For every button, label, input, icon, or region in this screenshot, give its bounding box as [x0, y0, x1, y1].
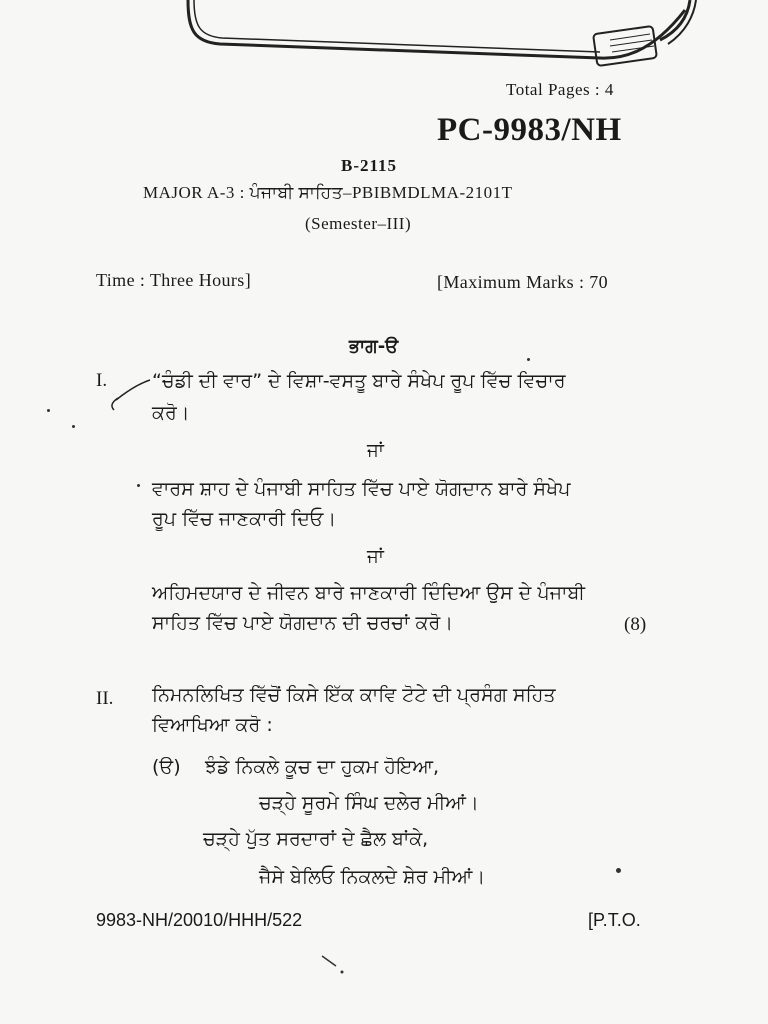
- scan-speck: [527, 358, 530, 361]
- time-allowed: Time : Three Hours]: [96, 270, 252, 290]
- section-title: ਭਾਗ-ੳ: [349, 336, 399, 357]
- q1-alt1-line-2: ਰੂਪ ਵਿੱਚ ਜਾਣਕਾਰੀ ਦਿਓ।: [152, 508, 337, 530]
- verse-line: ਚੜ੍ਹੇ ਸੂਰਮੇ ਸਿੰਘ ਦਲੇਰ ਮੀਆਂ।: [259, 792, 479, 814]
- verse-line: ਚੜ੍ਹੇ ਪੁੱਤ ਸਰਦਾਰਾਂ ਦੇ ਛੈਲ ਬਾਂਕੇ,: [203, 828, 429, 850]
- pen-mark: [104, 376, 154, 416]
- question-number: I.: [96, 370, 108, 391]
- paper-code: PC-9983/NH: [437, 112, 622, 148]
- question-number: II.: [96, 688, 114, 709]
- or-separator: ਜਾਂ: [367, 546, 384, 567]
- scan-speck: [47, 409, 50, 412]
- verse-line: ਜੈਸੇ ਬੇਲਿਓ ਨਿਕਲਦੇ ਸ਼ੇਰ ਮੀਆਂ।: [259, 866, 486, 888]
- scan-speck: [616, 868, 621, 873]
- q1-line-2: ਕਰੋ।: [152, 402, 190, 424]
- semester: (Semester–III): [305, 214, 412, 233]
- total-pages: Total Pages : 4: [506, 80, 614, 99]
- subject-title: MAJOR A-3 : ਪੰਜਾਬੀ ਸਾਹਿਤ–PBIBMDLMA-2101T: [143, 183, 513, 202]
- scan-mark: [318, 952, 348, 978]
- q1-alt2-line-2: ਸਾਹਿਤ ਵਿੱਚ ਪਾਏ ਯੋਗਦਾਨ ਦੀ ਚਰਚਾਂ ਕਰੋ।: [152, 612, 454, 634]
- marks: (8): [624, 614, 647, 635]
- or-separator: ਜਾਂ: [367, 440, 384, 461]
- scan-speck: [137, 484, 140, 487]
- q1-alt1-line-1: ਵਾਰਸ ਸ਼ਾਹ ਦੇ ਪੰਜਾਬੀ ਸਾਹਿਤ ਵਿੱਚ ਪਾਏ ਯੋਗਦਾਨ ਬਾਰੇ ਸੰਖੇਪ: [152, 478, 571, 500]
- maximum-marks: [Maximum Marks : 70: [437, 272, 609, 292]
- part-label: (ੳ): [152, 756, 181, 778]
- batch-code: B-2115: [341, 156, 398, 175]
- q1-alt2-line-1: ਅਹਿਮਦਯਾਰ ਦੇ ਜੀਵਨ ਬਾਰੇ ਜਾਣਕਾਰੀ ਦਿੰਦਿਆ ਉਸ ਦੇ ਪੰਜਾਬੀ: [152, 582, 586, 604]
- q2-line-2: ਵਿਆਖਿਆ ਕਰੋ :: [152, 714, 273, 736]
- q1-line-1: “ਚੰਡੀ ਦੀ ਵਾਰ” ਦੇ ਵਿਸ਼ਾ-ਵਸਤੂ ਬਾਰੇ ਸੰਖੇਪ ਰੂਪ ਵਿੱਚ ਵਿਚਾਰ: [152, 370, 566, 392]
- footer-code: 9983-NH/20010/HHH/522: [96, 910, 303, 930]
- verse-line: ਝੰਡੇ ਨਿਕਲੇ ਕੂਚ ਦਾ ਹੁਕਮ ਹੋਇਆ,: [205, 756, 440, 778]
- scan-speck: [72, 425, 75, 428]
- q2-line-1: ਨਿਮਨਲਿਖਿਤ ਵਿੱਚੋਂ ਕਿਸੇ ਇੱਕ ਕਾਵਿ ਟੋਟੇ ਦੀ ਪ੍ਰਸੰਗ ਸਹਿਤ: [152, 684, 556, 706]
- paper-clip-graphic: [180, 0, 700, 70]
- pto-marker: [P.T.O.: [588, 910, 641, 930]
